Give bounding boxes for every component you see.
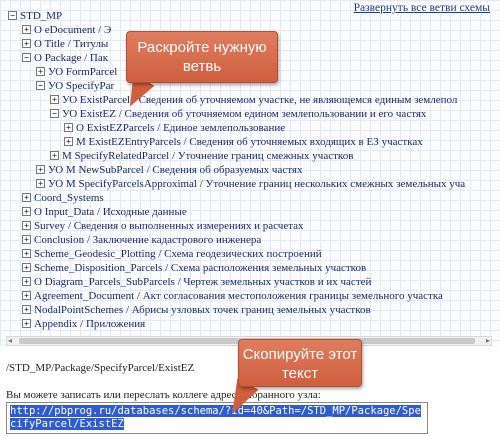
callout-open-branch: Раскройте нужную ветвь [126, 31, 278, 83]
tree-node-label[interactable]: Coord_Systems [34, 192, 104, 204]
expand-all-link[interactable]: Развернуть все ветви схемы [353, 2, 490, 14]
expand-plus-icon[interactable]: + [36, 179, 45, 188]
tree-node[interactable] [36, 178, 465, 191]
collapse-minus-icon[interactable]: − [22, 53, 31, 62]
tree-node[interactable] [36, 80, 114, 93]
collapse-minus-icon[interactable]: − [50, 109, 59, 118]
expand-plus-icon[interactable]: + [22, 39, 31, 48]
expand-plus-icon[interactable]: + [22, 319, 31, 328]
tree-node-label[interactable]: O Package / Пак [34, 52, 109, 64]
tree-node-label[interactable]: O ExistEZParcels / Единое землепользование [76, 122, 286, 134]
tree-node-label[interactable]: Appendix / Приложения [34, 318, 146, 330]
tree-node-label[interactable]: Survey / Сведения о выполненных измерениях и расчетах [34, 220, 304, 232]
tree-node-label[interactable]: Conclusion / Заключение кадастрового инженера [34, 234, 262, 246]
tree-node[interactable] [64, 136, 423, 149]
node-url-selected-text[interactable]: http://pbprog.ru/databases/schema/?id=40&Path=/STD_MP/Package/SpecifyParcel/ExistEZ [10, 405, 421, 430]
node-url-field[interactable] [6, 402, 428, 434]
expand-plus-icon[interactable]: + [22, 235, 31, 244]
callout-copy-text: Скопируйте этот текст [238, 339, 362, 387]
tree-node[interactable] [22, 290, 443, 303]
tree-node-label[interactable]: O Input_Data / Исходные данные [34, 206, 187, 218]
expand-plus-icon[interactable]: + [22, 291, 31, 300]
expand-plus-icon[interactable]: + [36, 165, 45, 174]
tree-node-label[interactable]: УО ExistParcel / Сведения об уточняемом участке, не являющемся единым землепол [62, 94, 458, 106]
tree-node[interactable] [22, 220, 304, 233]
expand-plus-icon[interactable]: + [22, 305, 31, 314]
tree-node-label[interactable]: Scheme_Disposition_Parcels / Схема расположения земельных участков [34, 262, 367, 274]
expand-plus-icon[interactable]: + [36, 67, 45, 76]
tree-node[interactable] [50, 108, 426, 121]
scroll-left-arrow-icon[interactable]: ◂ [8, 336, 13, 345]
tree-node[interactable] [8, 10, 62, 23]
tree-node-label[interactable]: M SpecifyRelatedParcel / Уточнение границ смежных участков [62, 150, 354, 162]
tree-node[interactable] [22, 234, 261, 247]
tree-node[interactable] [50, 150, 353, 163]
expand-plus-icon[interactable]: + [22, 25, 31, 34]
tree-node[interactable] [50, 94, 457, 107]
tree-node-label[interactable]: O Diagram_Parcels_SubParcels / Чертеж земельных участков и их частей [34, 276, 372, 288]
expand-plus-icon[interactable]: + [22, 207, 31, 216]
selected-node-path: /STD_MP/Package/SpecifyParcel/ExistEZ [6, 362, 195, 374]
tree-node[interactable] [22, 206, 187, 219]
tree-node[interactable] [22, 192, 104, 205]
expand-plus-icon[interactable]: + [50, 151, 59, 160]
tree-node-label[interactable]: NodalPointSchemes / Абрисы узловых точек границ земельных участков [34, 304, 371, 316]
tree-node-label[interactable]: УО M NewSubParcel / Сведения об образуемых частях [48, 164, 303, 176]
expand-plus-icon[interactable]: + [22, 193, 31, 202]
tree-node[interactable] [22, 276, 371, 289]
expand-plus-icon[interactable]: + [64, 123, 73, 132]
share-note: Вы можете записать или переслать коллеге адрес выбранного узла: [6, 389, 321, 401]
tree-node-label[interactable]: O Title / Титулы [34, 38, 109, 50]
tree-node-label[interactable]: УО ExistEZ / Сведения об уточняемом едином землепользовании и его частях [62, 108, 427, 120]
tree-node[interactable] [22, 38, 108, 51]
tree-node-label[interactable]: M ExistEZEntryParcels / Сведения об уточняемых входящих в ЕЗ участках [76, 136, 423, 148]
scroll-right-arrow-icon[interactable]: ▸ [485, 336, 490, 345]
tree-node-label[interactable]: УО SpecifyPar [48, 80, 115, 92]
tree-node[interactable] [22, 52, 108, 65]
expand-plus-icon[interactable]: + [22, 277, 31, 286]
tree-node-label[interactable]: Agreement_Document / Акт согласования местоположения границы земельного участка [34, 290, 443, 302]
tree-node[interactable] [22, 24, 111, 37]
tree-node[interactable] [36, 164, 302, 177]
tree-node-label[interactable]: УО FormParcel [48, 66, 118, 78]
tree-node-label[interactable]: УО M SpecifyParcelsApproximal / Уточнение границ нескольких смежных земельных уча [48, 178, 466, 190]
collapse-minus-icon[interactable]: − [8, 11, 17, 20]
expand-plus-icon[interactable]: + [22, 263, 31, 272]
tree-node[interactable] [22, 248, 322, 261]
tree-node[interactable] [64, 122, 285, 135]
collapse-minus-icon[interactable]: − [36, 81, 45, 90]
tree-node[interactable] [22, 318, 145, 331]
expand-plus-icon[interactable]: + [50, 95, 59, 104]
expand-plus-icon[interactable]: + [64, 137, 73, 146]
tree-node-label[interactable]: O eDocument / Э [34, 24, 112, 36]
expand-plus-icon[interactable]: + [22, 221, 31, 230]
expand-plus-icon[interactable]: + [22, 249, 31, 258]
tree-node[interactable] [36, 66, 117, 79]
tree-node-label[interactable]: STD_MP [20, 10, 63, 22]
tree-node[interactable] [22, 262, 366, 275]
tree-node-label[interactable]: Scheme_Geodesic_Plotting / Схема геодезических построений [34, 248, 322, 260]
tree-node[interactable] [22, 304, 371, 317]
